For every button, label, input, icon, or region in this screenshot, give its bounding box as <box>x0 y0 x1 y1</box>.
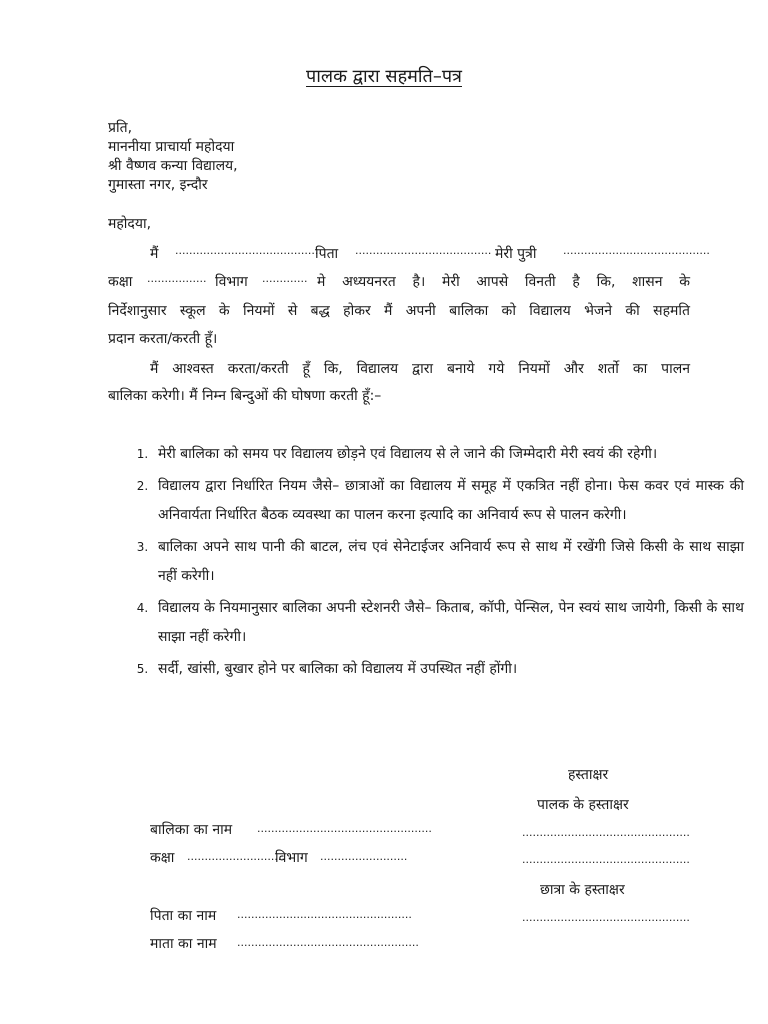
student-signature-label: छात्रा के हस्ताक्षर <box>540 882 625 898</box>
para1-father-blank[interactable]: ....................................... <box>355 244 492 257</box>
para1-daughter-blank[interactable]: .......................................... <box>563 244 710 257</box>
para1-class-label: कक्षा <box>108 274 133 290</box>
declaration-points <box>105 440 744 686</box>
salutation: महोदया, <box>108 216 152 232</box>
para1-section-blank[interactable]: ............. <box>262 272 308 285</box>
extra-signature-blank[interactable]: ................................................ <box>522 853 690 866</box>
point-item: 5. सर्दी, खांसी, बुखार होने पर बालिका को विद्यालय में उपस्थित नहीं होंगी। <box>152 655 744 685</box>
para1-class-blank[interactable]: ................. <box>147 272 207 285</box>
para1-section-label: विभाग <box>215 274 248 290</box>
para1-line-4: प्रदान करता/करती हूँ। <box>108 331 218 347</box>
father-name-blank[interactable]: .................................................. <box>237 908 412 921</box>
para2-line-2: बालिका करेगी। मैं निम्न बिन्दुओं की घोषणा करती हूँ:– <box>108 388 382 404</box>
title-text: पालक द्वारा सहमति–पत्र <box>306 66 462 87</box>
para1-line-3: निर्देशानुसार स्कूल के नियमों से बद्ध होकर मैं अपनी बालिका को विद्यालय भेजने की सहमति <box>108 303 690 319</box>
para1-main-label: मैं <box>150 246 159 262</box>
field-section-label: विभाग <box>275 850 308 866</box>
mother-name-label: माता का नाम <box>150 936 217 952</box>
father-name-label: पिता का नाम <box>150 908 217 924</box>
field-section-blank[interactable]: ......................... <box>320 850 408 863</box>
address-line-3: गुमास्ता नगर, इन्दौर <box>108 177 208 193</box>
point-item: 2. विद्यालय द्वारा निर्धारित नियम जैसे– छात्राओं का विद्यालय में समूह में एकत्रित नहीं होना। फेस कवर एवं मास्क की अनिवार्यता निर्धारित बैठक व्यवस्था का पालन करना इत्यादि का अनिवार्य रूप से पालन करेगी। <box>152 472 744 531</box>
field-class-blank[interactable]: ............................ <box>187 850 285 863</box>
para1-father-label: पिता <box>315 246 339 262</box>
point-item: 4. विद्यालय के नियमानुसार बालिका अपनी स्टेशनरी जैसे– किताब, कॉपी, पेन्सिल, पेन स्वयं साथ जायेगी, किसी के साथ साझा नहीं करेगी। <box>152 594 744 653</box>
parent-signature-label: पालक के हस्ताक्षर <box>537 797 629 813</box>
mother-name-blank[interactable]: .................................................... <box>237 936 419 949</box>
para2-line-1: मैं आश्वस्त करता/करती हूँ कि, विद्यालय द्वारा बनाये गये नियमों और शर्तो का पालन <box>150 361 690 377</box>
address-to: प्रति, <box>108 120 133 136</box>
address-line-1: माननीया प्राचार्या महोदया <box>108 139 235 155</box>
student-signature-blank[interactable]: ................................................ <box>522 911 690 924</box>
signature-heading: हस्ताक्षर <box>568 767 609 783</box>
para1-name-blank[interactable]: .......................................... <box>175 244 322 257</box>
point-item: 1. मेरी बालिका को समय पर विद्यालय छोड़ने एवं विद्यालय से ले जाने की जिम्मेदारी मेरी स्वयं की रहेगी। <box>152 440 744 470</box>
page-title <box>0 64 768 88</box>
girl-name-label: बालिका का नाम <box>150 822 233 838</box>
para1-continuation: मे अध्ययनरत है। मेरी आपसे विनती है कि, शासन के <box>317 274 690 290</box>
field-class-label: कक्षा <box>150 850 175 866</box>
para1-daughter-label: मेरी पुत्री <box>495 246 537 262</box>
point-item: 3. बालिका अपने साथ पानी की बाटल, लंच एवं सेनेटाईजर अनिवार्य रूप से साथ में रखेंगी जिसे किसी के साथ साझा नहीं करेगी। <box>152 533 744 592</box>
address-line-2: श्री वैष्णव कन्या विद्यालय, <box>108 158 238 174</box>
girl-name-blank[interactable]: .................................................. <box>257 822 432 835</box>
parent-signature-blank[interactable]: ................................................ <box>522 826 690 839</box>
